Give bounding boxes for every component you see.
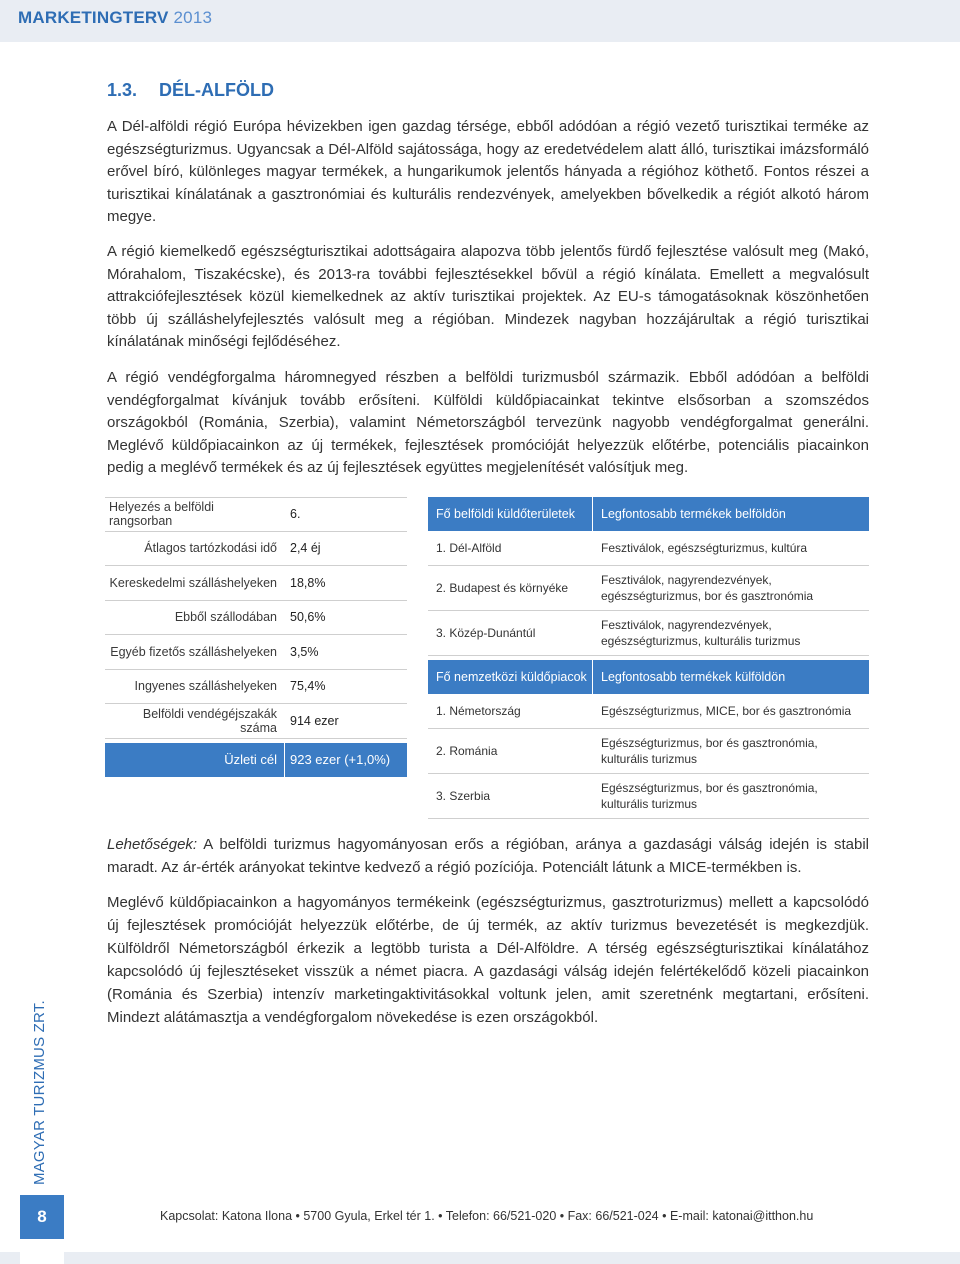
stat-row <box>105 497 407 532</box>
market-area: 1. Dél-Alföld <box>436 541 502 555</box>
section-title: DÉL-ALFÖLD <box>159 80 274 100</box>
stat-label: Helyezés a belföldi rangsorban <box>109 500 214 529</box>
traffic-paragraph: A régió vendégforgalma háromnegyed részben a belföldi turizmusból származik. Ebből adódóan a belföldi vendégforgalmat kívánjuk tovább erősíteni. Külföldi küldőpiacainkat tekintve elsősorban a szomszédos országokból (Románia, Szerbia), valamint Németországból tervezünk nagyobb vendégforgalmat generálni. Meglévő küldőpiacainkon az új termékek, fejlesztések promócióját helyezzük előtérbe, potenciális piacainkon pedig a meglévő termékek és az új fejlesztések együttes megjelenítését valósítjuk meg. <box>107 369 869 476</box>
stat-value: 18,8% <box>290 575 326 590</box>
market-area: 3. Szerbia <box>436 789 491 803</box>
document-title-text: MARKETINGTERV <box>18 8 169 27</box>
stat-value: 6. <box>290 507 301 522</box>
market-area: 2. Románia <box>436 744 498 758</box>
market-products: Egészségturizmus, bor és gasztronómia, kulturális turizmus <box>601 781 818 811</box>
document-year: 2013 <box>173 8 213 27</box>
intro-paragraph: A Dél-alföldi régió Európa hévizekben igen gazdag térsége, ebből adódóan a régió vezető turisztikai terméke az egészségturizmus. Ugyancsak a Dél-Alföld sajátossága, hogy az eredetvédelem alatt álló, turisztikai imázsformáló erővel bíró, különleges magyar termékek, a hungarikumok jelentős hányada a régióhoz köthető. Fontos részei a turisztikai kínálatának a gasztronómiai és kulturális rendezvények, amelyekben bővelkedik a régiót alkotó három megye. <box>107 118 869 225</box>
header-bar <box>0 0 960 42</box>
opportunities-label: Lehetőségek: <box>107 836 198 853</box>
stat-label: Üzleti cél <box>224 752 277 767</box>
international-header-row <box>428 660 869 694</box>
market-area: 2. Budapest és környéke <box>436 581 569 595</box>
stat-value: 75,4% <box>290 679 326 694</box>
opportunities-paragraph <box>107 834 869 879</box>
stat-row <box>105 670 407 705</box>
stat-label: Belföldi vendégéjszakák száma <box>142 706 277 735</box>
stat-label: Ingyenes szálláshelyeken <box>134 679 277 694</box>
market-products: Egészségturizmus, MICE, bor és gasztronómia <box>601 704 852 718</box>
stat-row <box>105 635 407 670</box>
market-products: Fesztiválok, nagyrendezvények, egészségturizmus, kulturális turizmus <box>601 618 801 648</box>
table-row <box>428 566 869 611</box>
domestic-header-area: Fő belföldi küldőterületek <box>428 497 593 531</box>
document-title <box>18 8 212 28</box>
table-row <box>428 774 869 819</box>
development-paragraph: A régió kiemelkedő egészségturisztikai adottságaira alapozva több jelentős fürdő fejlesztése valósult meg (Makó, Mórahalom, Tiszakécske), és 2013-ra további fejlesztésekkel bővül a régió kínálata. Emellett a megvalósult attrakciófejlesztések közül kiemelkednek az aktív turisztikai projektek. Az EU-s támogatásoknak köszönhetően több új szálláshelyfejlesztés valósult meg a régióban. Mindezek nagyban hozzájárultak a régió turisztikai kínálatának minőségi fejlődéséhez. <box>107 243 869 350</box>
domestic-header-row <box>428 497 869 531</box>
section-heading <box>107 80 274 101</box>
stat-value: 923 ezer (+1,0%) <box>284 743 390 777</box>
footer-contact: Kapcsolat: Katona Ilona • 5700 Gyula, Erkel tér 1. • Telefon: 66/521-020 • Fax: 66/521-024 • E-mail: katonai@itthon.hu <box>160 1209 814 1223</box>
market-products: Fesztiválok, egészségturizmus, kultúra <box>601 541 808 555</box>
table-row <box>428 694 869 729</box>
table-row <box>428 531 869 566</box>
markets-table <box>428 497 869 819</box>
markets-paragraph: Meglévő küldőpiacainkon a hagyományos termékeink (egészségturizmus, gasztroturizmus) mellett a kapcsolódó új fejlesztések promócióját helyezzük előtérbe, de új termék, az aktív turizmus bevezetését is megkezdjük. Külföldről Németországból érkezik a legtöbb turista a Dél-Alföldre. A térség egészségturisztikai kínálatához kapcsolódó új fejlesztéseket visszük a német piacra. A gazdasági válság idején felértékelődő közeli piacainkon (Románia és Szerbia) intenzív marketingaktivitásokkal voltunk jelen, amit szeretnénk megtartani, erősíteni. Mindezt alátámasztja a vendégforgalom növekedése is ezen országokból. <box>107 894 869 1026</box>
market-area: 3. Közép-Dunántúl <box>436 626 536 640</box>
footer-strip <box>64 1252 960 1264</box>
stat-row <box>105 566 407 601</box>
stat-row-highlight <box>105 743 407 777</box>
international-header-area: Fő nemzetközi küldőpiacok <box>428 660 593 694</box>
sidebar-company-name: MAGYAR TURIZMUS ZRT. <box>31 1000 48 1185</box>
table-row <box>428 729 869 774</box>
stat-row <box>105 601 407 636</box>
page-number: 8 <box>37 1207 47 1226</box>
footer-strip-left <box>0 1252 20 1264</box>
opportunities-text: A belföldi turizmus hagyományosan erős a régióban, aránya a gazdasági válság idején is stabil maradt. Az ár-érték arányokat tekintve kedvező a régió pozíciója. Potenciált látunk a MICE-termékben is. <box>107 836 869 876</box>
stat-row <box>105 532 407 567</box>
stat-value: 50,6% <box>290 610 326 625</box>
stat-label: Ebből szállodában <box>174 610 277 625</box>
stat-value: 3,5% <box>290 644 319 659</box>
section-number: 1.3. <box>107 80 138 100</box>
table-row <box>428 611 869 656</box>
region-stats-table <box>105 497 407 777</box>
stat-label: Kereskedelmi szálláshelyeken <box>109 575 277 590</box>
market-area: 1. Németország <box>436 704 521 718</box>
stat-value: 2,4 éj <box>290 541 321 556</box>
page-number-box <box>20 1195 64 1239</box>
stat-label: Átlagos tartózkodási idő <box>144 541 277 556</box>
stat-value: 914 ezer <box>290 713 339 728</box>
stat-row <box>105 704 407 739</box>
market-products: Egészségturizmus, bor és gasztronómia, kulturális turizmus <box>601 736 818 766</box>
market-products: Fesztiválok, nagyrendezvények, egészségturizmus, bor és gasztronómia <box>601 573 814 603</box>
international-header-products: Legfontosabb termékek külföldön <box>601 670 786 684</box>
sidebar-vertical-label <box>31 1000 51 1185</box>
stat-label: Egyéb fizetős szálláshelyeken <box>110 644 277 659</box>
domestic-header-products: Legfontosabb termékek belföldön <box>601 507 786 521</box>
